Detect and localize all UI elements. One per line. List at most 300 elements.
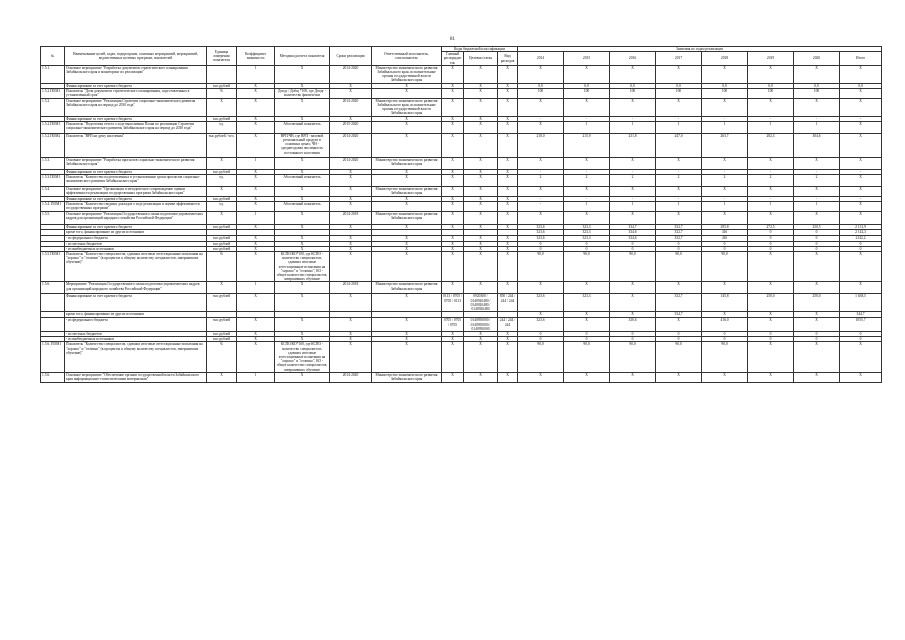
row-year-value: - xyxy=(748,116,794,121)
row-year-value: X xyxy=(794,65,840,83)
row-year-value: 1 xyxy=(564,121,610,133)
row-year-value: 0,0 xyxy=(656,83,702,88)
row-year-value: 295,8 xyxy=(702,225,748,230)
table-row xyxy=(41,202,882,212)
row-year-value: X xyxy=(610,372,656,382)
row-year-value: 90,0 xyxy=(610,252,656,282)
row-responsible: X xyxy=(372,175,442,187)
row-year-value: 0 xyxy=(794,331,840,336)
row-name: - из внебюджетных источников xyxy=(65,337,207,342)
row-method: X xyxy=(275,212,330,225)
row-exptype-code: X xyxy=(498,98,518,116)
table-row xyxy=(41,98,882,116)
header-budget-group: Коды бюджетной классификации xyxy=(442,47,518,52)
table-row xyxy=(41,252,882,282)
row-name: Показатель "Количество сводных докладов о ходе реализации и оценке эффективности государственных программ" xyxy=(65,202,207,212)
row-year-value: X xyxy=(748,372,794,382)
row-year-value: - xyxy=(518,116,564,121)
row-year-value: 332,7 xyxy=(656,236,702,241)
row-year-value: X xyxy=(748,252,794,282)
row-responsible: X xyxy=(372,83,442,88)
row-year-value: 1 xyxy=(748,121,794,133)
row-year-value: 0 xyxy=(564,337,610,342)
row-responsible: X xyxy=(372,318,442,332)
header-unit: Единица измерения показателя xyxy=(207,47,237,66)
row-unit: X xyxy=(207,212,237,225)
row-year-value: X xyxy=(656,157,702,169)
row-year-value: X xyxy=(656,212,702,225)
row-year-value: X xyxy=(518,212,564,225)
row-name: Финансирование за счет краевого бюджета xyxy=(65,83,207,88)
row-total: X xyxy=(840,121,882,133)
row-responsible: Министерство экономического развития Забайкальского края xyxy=(372,157,442,169)
row-method: X xyxy=(275,337,330,342)
row-responsible: Министерство экономического развития Забайкальского края xyxy=(372,372,442,382)
row-exptype-code: X xyxy=(498,342,518,372)
row-unit: тыс.рублей xyxy=(207,294,237,312)
row-year-value: X xyxy=(564,98,610,116)
row-chief-code: X xyxy=(442,252,464,282)
row-year-value: 323,3 xyxy=(564,294,610,312)
row-year-value: X xyxy=(518,312,564,318)
row-year-value: - xyxy=(656,116,702,121)
row-exptype-code: X xyxy=(498,116,518,121)
row-chief-code: X xyxy=(442,98,464,116)
row-exptype-code: X xyxy=(498,202,518,212)
row-chief-code: X xyxy=(442,65,464,83)
row-total: - xyxy=(840,197,882,202)
row-year-value: 330,6 xyxy=(610,318,656,332)
row-year-value: 100 xyxy=(794,88,840,98)
row-name: Финансирование за счет краевого бюджета xyxy=(65,197,207,202)
row-year-value: - xyxy=(702,197,748,202)
row-year-value: X xyxy=(564,372,610,382)
row-year-value: 90,0 xyxy=(702,342,748,372)
row-year-value: - xyxy=(518,202,564,212)
row-year-value: 0 xyxy=(702,241,748,246)
row-unit: тыс.рублей xyxy=(207,337,237,342)
row-number: 1.5.6. xyxy=(41,372,65,382)
row-year-value: 334,6 xyxy=(610,236,656,241)
row-year-value: 100 xyxy=(564,88,610,98)
header-term: Сроки реализации xyxy=(330,47,372,66)
row-year-value: X xyxy=(656,65,702,83)
header-resp: Ответственный исполнитель, соисполнитель xyxy=(372,47,442,66)
row-number xyxy=(41,294,65,312)
row-year-value: 0,0 xyxy=(564,83,610,88)
row-year-value: 0 xyxy=(748,241,794,246)
row-chief-code: X xyxy=(442,88,464,98)
row-name: Основное мероприятие "Обеспечение органов государственной власти Забайкальского края информационно-статистическими материалами" xyxy=(65,372,207,382)
row-year-value: X xyxy=(610,294,656,312)
row-year-value: - xyxy=(656,169,702,174)
row-year-value: 90,0 xyxy=(564,252,610,282)
row-year-value: 100 xyxy=(748,88,794,98)
row-article-code: X xyxy=(464,157,498,169)
header-coef: Коэффициент значимости xyxy=(237,47,275,66)
row-year-value: 0 xyxy=(610,337,656,342)
row-year-value: - xyxy=(702,169,748,174)
row-year-value: 416,0 xyxy=(702,318,748,332)
row-year-value: 1 xyxy=(748,202,794,212)
row-article-code: X xyxy=(464,187,498,197)
row-year-value: - xyxy=(610,197,656,202)
table-row xyxy=(41,175,882,187)
row-year-value: X xyxy=(748,282,794,294)
row-unit: тыс.рублей xyxy=(207,318,237,332)
row-year-value: X xyxy=(564,212,610,225)
row-year-value: 0 xyxy=(610,246,656,251)
row-unit: тыс.рублей xyxy=(207,241,237,246)
row-year-value: X xyxy=(748,212,794,225)
row-year-value: - xyxy=(610,169,656,174)
row-year-value: - xyxy=(610,116,656,121)
table-row xyxy=(41,318,882,332)
row-coef: X xyxy=(237,236,275,241)
row-article-code: X xyxy=(464,342,498,372)
row-year-value: 90,0 xyxy=(564,342,610,372)
row-method: ВРП/ЧН, где ВРП - валовой региональный продукт в основных ценах; ЧН - среднегодовая численность постоянного населения xyxy=(275,133,330,157)
row-year-value: 416 xyxy=(702,230,748,236)
row-year-value: X xyxy=(794,252,840,282)
row-article-code: X xyxy=(464,169,498,174)
row-year-value: X xyxy=(748,187,794,197)
row-total: 0 xyxy=(840,246,882,251)
row-exptype-code: X xyxy=(498,225,518,230)
row-year-value: 2 xyxy=(656,175,702,187)
row-year-value: 0,0 xyxy=(518,83,564,88)
row-coef: X xyxy=(237,175,275,187)
row-year-value: X xyxy=(702,212,748,225)
table-row xyxy=(41,294,882,312)
row-chief-code: X xyxy=(442,342,464,372)
row-responsible: X xyxy=(372,252,442,282)
row-responsible: Министерство экономического развития Забайкальского края xyxy=(372,282,442,294)
row-year-value: 2 xyxy=(794,175,840,187)
row-number: 1.5.4. ПОМ1 xyxy=(41,202,65,212)
row-year-value: X xyxy=(610,65,656,83)
row-method: X xyxy=(275,294,330,312)
row-total: - xyxy=(840,169,882,174)
row-unit: X xyxy=(207,282,237,294)
row-article-code: X xyxy=(464,241,498,246)
row-year-value: X xyxy=(564,318,610,332)
table-row xyxy=(41,65,882,83)
row-year-value: 0 xyxy=(564,246,610,251)
row-coef: X xyxy=(237,318,275,332)
row-year-value: 100 xyxy=(518,88,564,98)
row-name: Показатель "Количество специалистов, сдавших итоговые аттестационные испытания на "хорошо" и "отлично" (в процентах к общему количеству специалистов, завершивших обучение)" xyxy=(65,342,207,372)
row-method: X xyxy=(275,116,330,121)
row-exptype-code: X xyxy=(498,331,518,336)
row-chief-code: X xyxy=(442,282,464,294)
row-chief-code: X xyxy=(442,197,464,202)
row-article-code: 0920300 / 0140920480 / 0140920480 / 0140920480 xyxy=(464,294,498,312)
row-method: X xyxy=(275,157,330,169)
row-year-value: X xyxy=(518,157,564,169)
row-responsible: X xyxy=(372,331,442,336)
row-term: X xyxy=(330,197,372,202)
page-number: 81 xyxy=(450,37,455,42)
row-name: Показатель "Подготовка отчета о ходе выполнения Плана по реализации Стратегии социально-экономического развития Забайкальского края на период до 2030 года" xyxy=(65,121,207,133)
row-year-value: 0 xyxy=(656,241,702,246)
row-responsible: X xyxy=(372,337,442,342)
row-year-value: X xyxy=(518,282,564,294)
row-year-value: 323,3 xyxy=(564,236,610,241)
row-responsible: X xyxy=(372,236,442,241)
program-table xyxy=(40,46,882,383)
row-year-value: 0 xyxy=(748,230,794,236)
row-year-value: 247,0 xyxy=(656,133,702,157)
row-unit: тыс.рублей xyxy=(207,236,237,241)
row-responsible: X xyxy=(372,342,442,372)
row-chief-code: X xyxy=(442,236,464,241)
row-exptype-code: X xyxy=(498,187,518,197)
row-year-value: X xyxy=(702,98,748,116)
row-coef: 1 xyxy=(237,65,275,83)
row-method: X xyxy=(275,318,330,332)
header-num: № xyxy=(41,47,65,66)
table-row xyxy=(41,282,882,294)
row-year-value: 0,0 xyxy=(794,83,840,88)
row-year-value: X xyxy=(794,318,840,332)
row-year-value: - xyxy=(794,116,840,121)
row-number xyxy=(41,318,65,332)
row-coef: 1 xyxy=(237,212,275,225)
row-unit: ед. xyxy=(207,121,237,133)
row-exptype-code: X xyxy=(498,157,518,169)
row-exptype-code: X xyxy=(498,169,518,174)
row-year-value: 416 xyxy=(702,236,748,241)
row-term: X xyxy=(330,294,372,312)
row-chief-code: X xyxy=(442,212,464,225)
row-exptype-code: X xyxy=(498,252,518,282)
row-method: Абсолютный показатель xyxy=(275,202,330,212)
row-year-value: - xyxy=(518,197,564,202)
row-year-value: 0 xyxy=(702,246,748,251)
row-year-value: 1 xyxy=(702,121,748,133)
row-total: X xyxy=(840,157,882,169)
row-number: 1.5.3. xyxy=(41,157,65,169)
row-coef: X xyxy=(237,252,275,282)
row-year-value: X xyxy=(702,312,748,318)
header-year: 2018 xyxy=(702,52,748,66)
row-term: X xyxy=(330,337,372,342)
row-name: Показатель "Количество специалистов, сдавших итоговые аттестационные испытания на "хорошо" и "отлично" (в процентах к общему количеству специалистов, завершивших обучение)" xyxy=(65,252,207,282)
row-chief-code: 0113 / 0705 / 0705 / 0113 xyxy=(442,294,464,312)
row-responsible: X xyxy=(372,197,442,202)
row-name: Основное мероприятие "Организация и методическое сопровождение оценки эффективности реализации государственных программ Забайкальского края" xyxy=(65,187,207,197)
table-row xyxy=(41,212,882,225)
row-term: 2014-2018 xyxy=(330,212,372,225)
row-exptype-code: X xyxy=(498,175,518,187)
table-row xyxy=(41,372,882,382)
row-year-value: - xyxy=(794,169,840,174)
row-year-value: 0 xyxy=(702,331,748,336)
row-year-value: 323,6 xyxy=(518,318,564,332)
row-article-code: X xyxy=(464,116,498,121)
row-year-value: 0 xyxy=(748,337,794,342)
row-year-value: X xyxy=(564,65,610,83)
row-year-value: 1 xyxy=(610,202,656,212)
row-year-value: 272,5 xyxy=(748,225,794,230)
row-coef: X xyxy=(237,121,275,133)
row-year-value: 334,7 xyxy=(610,225,656,230)
row-year-value: 323,6 xyxy=(518,225,564,230)
row-responsible: Министерство экономического развития Забайкальского края xyxy=(372,187,442,197)
row-article-code: X xyxy=(464,121,498,133)
row-year-value: 332,7 xyxy=(656,225,702,230)
row-year-value: 332,7 xyxy=(656,230,702,236)
row-year-value: 0,0 xyxy=(748,83,794,88)
row-method: X xyxy=(275,65,330,83)
row-year-value: X xyxy=(564,157,610,169)
row-number: 1.5.6. ПОМ1 xyxy=(41,342,65,372)
row-coef: X xyxy=(237,342,275,372)
row-year-value: X xyxy=(794,187,840,197)
row-year-value: 0 xyxy=(518,337,564,342)
row-year-value: 323,3 xyxy=(564,225,610,230)
row-responsible: Министерство экономического развития Забайкальского края, исполнительные органы государственной власти Забайкальского края xyxy=(372,98,442,116)
row-year-value: 0 xyxy=(794,236,840,241)
row-year-value: X xyxy=(748,157,794,169)
row-chief-code: X xyxy=(442,169,464,174)
row-year-value: 100 xyxy=(702,88,748,98)
row-method: X xyxy=(275,241,330,246)
row-method: X xyxy=(275,83,330,88)
row-coef: X xyxy=(237,88,275,98)
row-year-value: 282,3 xyxy=(748,133,794,157)
row-year-value: 0 xyxy=(656,246,702,251)
row-year-value: 90,0 xyxy=(702,252,748,282)
row-term: X xyxy=(330,252,372,282)
row-total: 2 131,9 xyxy=(840,225,882,230)
row-unit: тыс.рублей xyxy=(207,116,237,121)
row-year-value: 0 xyxy=(518,331,564,336)
row-unit: тыс.рублей xyxy=(207,197,237,202)
row-exptype-code: X xyxy=(498,337,518,342)
row-exptype-code: X xyxy=(498,65,518,83)
row-year-value: X xyxy=(564,187,610,197)
row-article-code: X xyxy=(464,65,498,83)
row-chief-code: X xyxy=(442,225,464,230)
row-total: X xyxy=(840,212,882,225)
row-total: 1055,7 xyxy=(840,318,882,332)
row-year-value: 1 xyxy=(702,202,748,212)
row-year-value: 323,3 xyxy=(564,230,610,236)
row-responsible: X xyxy=(372,169,442,174)
row-coef: X xyxy=(237,169,275,174)
row-coef: X xyxy=(237,294,275,312)
row-year-value: 0 xyxy=(656,337,702,342)
row-total: X xyxy=(840,65,882,83)
row-chief-code: X xyxy=(442,83,464,88)
header-years-group: Значения по годам реализации xyxy=(518,47,882,52)
table-row xyxy=(41,121,882,133)
row-year-value: 2 xyxy=(610,175,656,187)
row-method: X xyxy=(275,372,330,382)
row-year-value: X xyxy=(656,187,702,197)
row-year-value: 2 xyxy=(518,175,564,187)
row-year-value: - xyxy=(748,169,794,174)
row-year-value: 250,5 xyxy=(794,225,840,230)
row-article-code: X xyxy=(464,252,498,282)
row-method: X xyxy=(275,187,330,197)
row-year-value: X xyxy=(794,342,840,372)
row-method: Абсолютный показатель xyxy=(275,175,330,187)
row-year-value: 2 xyxy=(564,175,610,187)
row-term: X xyxy=(330,175,372,187)
row-total: X xyxy=(840,282,882,294)
row-responsible: X xyxy=(372,225,442,230)
row-responsible: X xyxy=(372,88,442,98)
row-term: 2014-2020 xyxy=(330,98,372,116)
row-name: Основное мероприятие "Разработка прогнозов социально-экономического развития Забайкальского края" xyxy=(65,157,207,169)
table-header xyxy=(41,47,882,66)
row-name: Основное мероприятие "Реализация Государственного плана подготовки управленческих кадров для организаций народного хозяйства Российской Федерации" xyxy=(65,212,207,225)
row-term: X xyxy=(330,116,372,121)
row-chief-code: X xyxy=(442,241,464,246)
row-coef: X xyxy=(237,197,275,202)
row-unit xyxy=(207,65,237,83)
row-year-value: 90,0 xyxy=(610,342,656,372)
row-chief-code: X xyxy=(442,331,464,336)
row-year-value: X xyxy=(518,187,564,197)
row-exptype-code: 850 / 244 / 244 / 244 xyxy=(498,294,518,312)
row-coef: X xyxy=(237,241,275,246)
row-year-value: 332,7 xyxy=(656,294,702,312)
row-term: X xyxy=(330,236,372,241)
header-year: 2020 xyxy=(794,52,840,66)
row-number: 1.5.2.ПОМ1 xyxy=(41,88,65,98)
row-term: X xyxy=(330,225,372,230)
row-chief-code: X xyxy=(442,246,464,251)
row-chief-code: X xyxy=(442,372,464,382)
row-responsible: X xyxy=(372,294,442,312)
row-year-value: X xyxy=(610,282,656,294)
row-responsible: X xyxy=(372,121,442,133)
row-responsible: X xyxy=(372,246,442,251)
row-year-value: 323,6 xyxy=(518,236,564,241)
row-term: X xyxy=(330,169,372,174)
row-method: Абсолютный показатель xyxy=(275,121,330,133)
row-total: 0 xyxy=(840,337,882,342)
row-year-value: 100 xyxy=(656,88,702,98)
row-number: 1.5.4. xyxy=(41,187,65,197)
row-unit: X xyxy=(207,98,237,116)
row-number: 1.5.2.ПОМ1 xyxy=(41,121,65,133)
row-year-value: 0 xyxy=(564,241,610,246)
row-term: X xyxy=(330,241,372,246)
row-total: 344,7 xyxy=(840,312,882,318)
table-row xyxy=(41,187,882,197)
row-year-value: 1 xyxy=(656,121,702,133)
row-year-value: - xyxy=(748,197,794,202)
row-year-value: X xyxy=(702,65,748,83)
row-exptype-code: X xyxy=(498,212,518,225)
header-article: Целевая статья xyxy=(464,52,498,66)
row-year-value: 0 xyxy=(794,241,840,246)
row-chief-code: X xyxy=(442,175,464,187)
row-year-value: 263,7 xyxy=(702,133,748,157)
row-exptype-code: X xyxy=(498,236,518,241)
row-method: X xyxy=(275,331,330,336)
row-coef: X xyxy=(237,202,275,212)
row-name: Финансирование за счет краевого бюджета xyxy=(65,169,207,174)
row-article-code: X xyxy=(464,337,498,342)
row-total: X xyxy=(840,98,882,116)
row-year-value: X xyxy=(748,65,794,83)
